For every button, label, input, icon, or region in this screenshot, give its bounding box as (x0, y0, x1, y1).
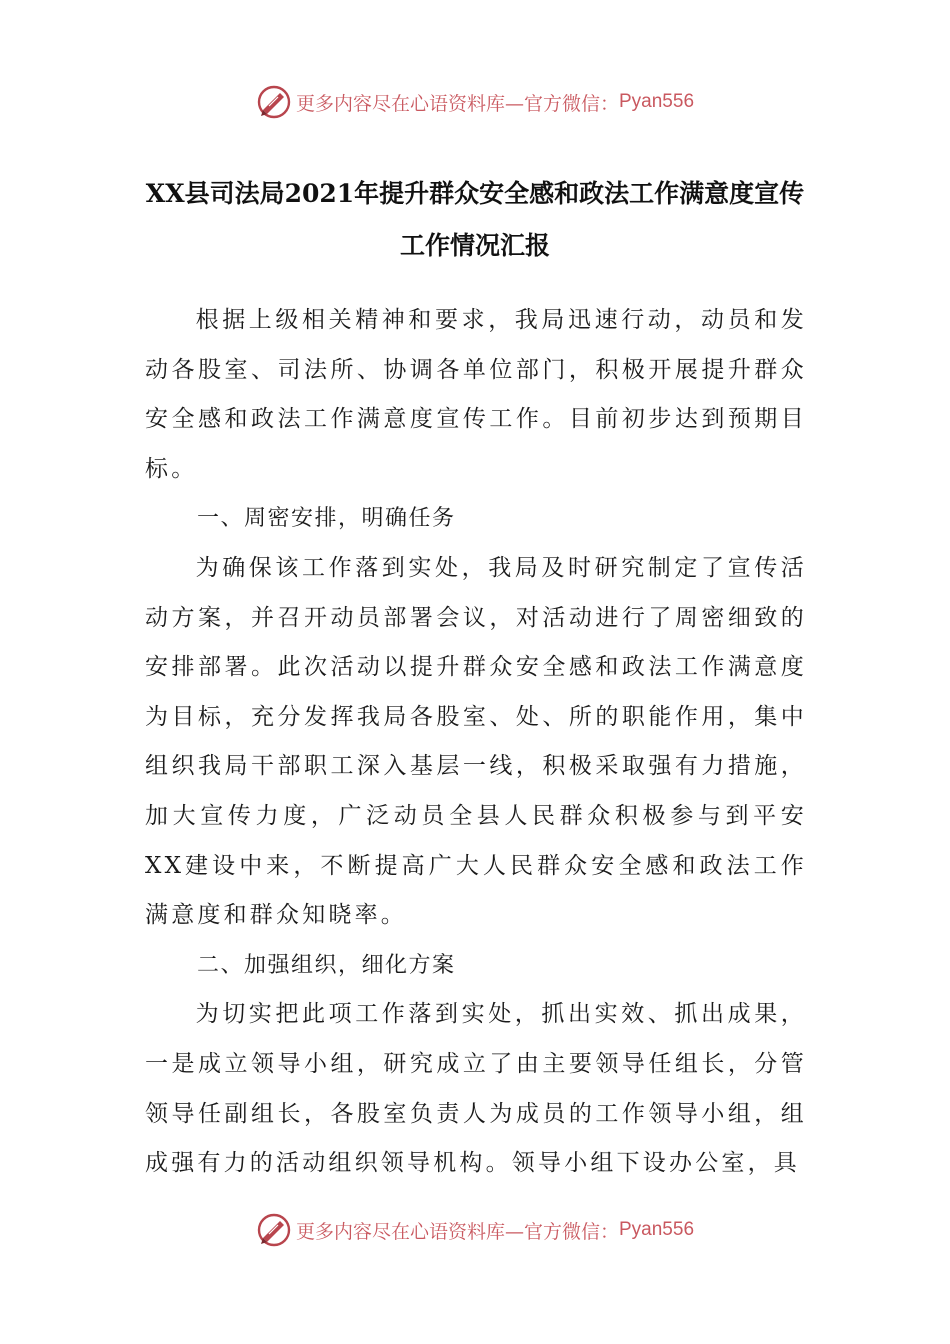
pen-logo-icon (256, 84, 292, 120)
watermark-banner-bottom (0, 1210, 950, 1250)
watermark-handle: Pyan556 (619, 91, 695, 112)
document-title: XX县司法局2021年提升群众安全感和政法工作满意度宣传工作情况汇报 (145, 179, 805, 260)
intro-paragraph: 根据上级相关精神和要求，我局迅速行动，动员和发动各股室、司法所、协调各单位部门，积极开展提升群众安全感和政法工作满意度宣传工作。目前初步达到预期目标。 (145, 307, 807, 482)
pen-logo-icon (256, 1212, 292, 1248)
watermark-text: 更多内容尽在心语资料库—官方微信： (295, 1220, 619, 1243)
document-body (145, 296, 807, 1189)
watermark-handle: Pyan556 (619, 1219, 695, 1240)
watermark-banner-top (0, 82, 950, 122)
section-paragraph-1: 为确保该工作落到实处，我局及时研究制定了宣传活动方案，并召开动员部署会议，对活动进行了周密细致的安排部署。此次活动以提升群众安全感和政法工作满意度为目标，充分发挥我局各股室、处、所的职能作用，集中组织我局干部职工深入基层一线，积极采取强有力措施，加大宣传力度，广泛动员全县人民群众积极参与到平安XX建设中来，不断提高广大人民群众安全感和政法工作满意度和群众知晓率。 (145, 554, 807, 929)
section-heading-1: 一、周密安排，明确任务 (197, 506, 456, 532)
watermark-text: 更多内容尽在心语资料库—官方微信： (295, 92, 619, 115)
section-heading-2: 二、加强组织，细化方案 (197, 952, 456, 978)
section-paragraph-2: 为切实把此项工作落到实处，抓出实效、抓出成果，一是成立领导小组，研究成立了由主要领导任组长，分管领导任副组长，各股室负责人为成员的工作领导小组，组成强有力的活动组织领导机构。领导小组下设办公室，具 (145, 1001, 807, 1177)
